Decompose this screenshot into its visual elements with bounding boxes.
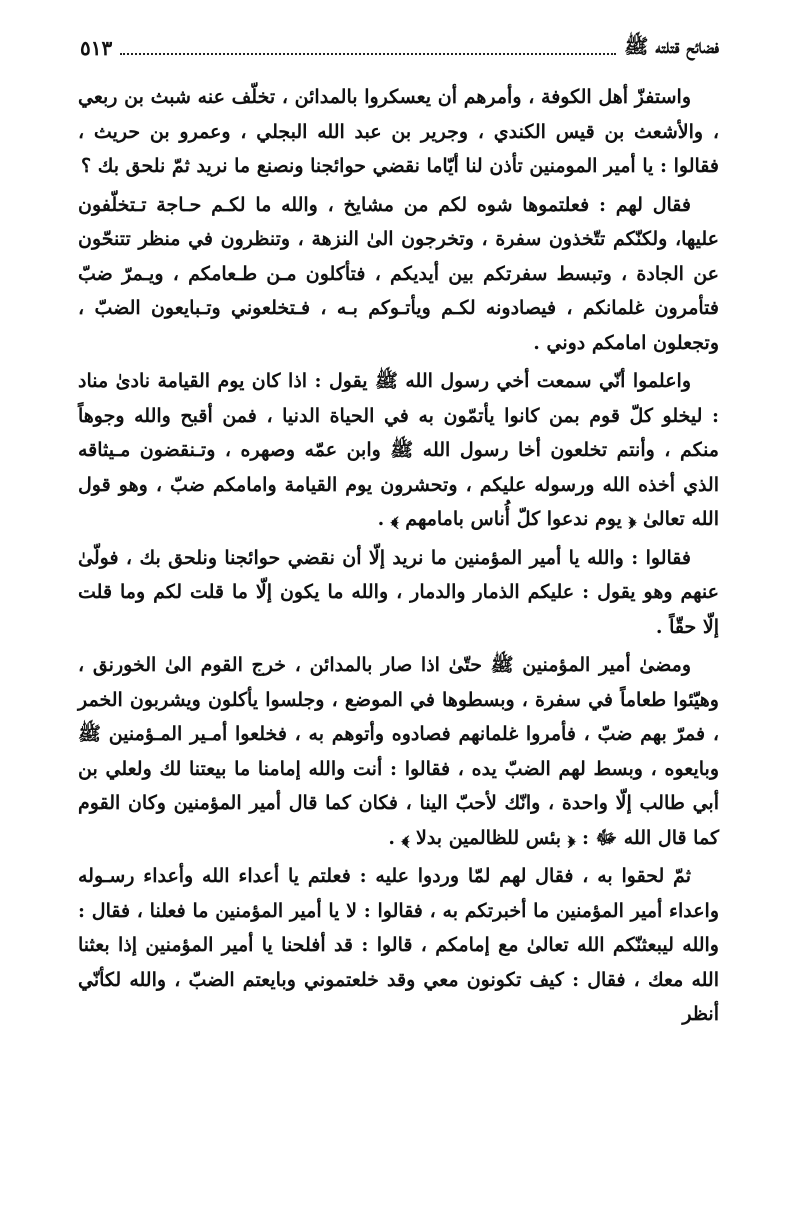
header-dot-leader [120,53,616,55]
paragraph: فقالوا : والله يا أمير المؤمنين ما نريد إلّا أن نقضي حوائجنا ونلحق بك ، فولّىٰ عنهم وهو يقول : عليكم الذمار والدمار ، والله ما يكون إلّا ما قلت لكم وما قلت إلّا حقّاً . [78,546,719,638]
paragraph: ثمّ لحقوا به ، فقال لهم لمّا وردوا عليه : فعلتم يا أعداء الله وأعداء رسـوله واعداء أمير المؤمنين ما أخبرتكم به ، فقالوا : لا يا أمير المؤمنين ما فعلنا ، فقال : والله ليبعثنّكم الله تعالىٰ مع إمامكم ، قالوا : قد أفلحنا يا أمير المؤمنين إذا بعثنا الله معك ، فقال : كيف تكونون معي وقد خلعتموني وبايعتم الضبّ ، والله لكأنّي أنظر [78,865,719,1025]
page-number: ٥١٣ [80,36,113,60]
body-text [78,80,719,1036]
paragraph: ومضىٰ أمير المؤمنين ﷺ حتّىٰ اذا صار بالمدائن ، خرج القوم الىٰ الخورنق ، وهيّئوا طعاماً في سفرة ، وبسطوها في الموضع ، وجلسوا يأكلون ويشربون الخمر ، فمرّ بهم ضبّ ، فأمروا غلمانهم فصادوه وأتوهم به ، فخلعوا أمـير المـؤمنين ﷺ وبايعوه ، وبسط لهم الضبّ يده ، فقالوا : أنت والله إمامنا ما بيعتنا لك ولعلي بن أبي طالب إلّا واحدة ، وانّك لأحبّ الينا ، فكان كما قال أمير المؤمنين وكان القوم كما قال الله ﷻ : ﴿ بئس للظالمين بدلا ﴾ . [78,654,719,849]
page-header [80,28,719,69]
paragraph: واعلموا أنّي سمعت أخي رسول الله ﷺ يقول : اذا كان يوم القيامة نادىٰ مناد : ليخلو كلّ قوم بمن كانوا يأتمّون به في الحياة الدنيا ، فمن أقبح والله وجوهاً منكم ، وأنتم تخلعون أخا رسول الله ﷺ وابن عمّه وصهره ، وتـنقضون مـيثاقه الذي أخذه الله ورسوله عليكم ، وتحشرون يوم القيامة وامامكم ضبّ ، وهو قول الله تعالىٰ ﴿ يوم ندعوا كلّ أُناس بامامهم ﴾ . [78,370,719,530]
running-title: فضائح قتلته ﷺ [624,33,719,58]
paragraph: واستفزّ أهل الكوفة ، وأمرهم أن يعسكروا بالمدائن ، تخلّف عنه شبث بن ربعي ، والأشعث بن قيس الكندي ، وجرير بن عبد الله البجلي ، وعمرو بن حريث ، فقالوا : يا أمير المومنين تأذن لنا أيّاما نقضي حوائجنا ونصنع ما نريد ثمّ نلحق بك ؟ [78,86,719,177]
paragraph: فقال لهم : فعلتموها شوه لكم من مشايخ ، والله ما لكـم حـاجة تـتخلّفون عليها، ولكنّكم تتّخذون سفرة ، وتخرجون الىٰ النزهة ، وتنظرون في منظر تتنحّون عن الجادة ، وتبسط سفرتكم بين أيديكم ، فتأكلون مـن طـعامكم ، ويـمرّ ضبّ فتأمرون غلمانكم ، فيصادونه لكـم ويأتـوكم بـه ، فـتخلعوني وتـبايعون الضبّ ، وتجعلون امامكم دوني . [78,193,719,354]
